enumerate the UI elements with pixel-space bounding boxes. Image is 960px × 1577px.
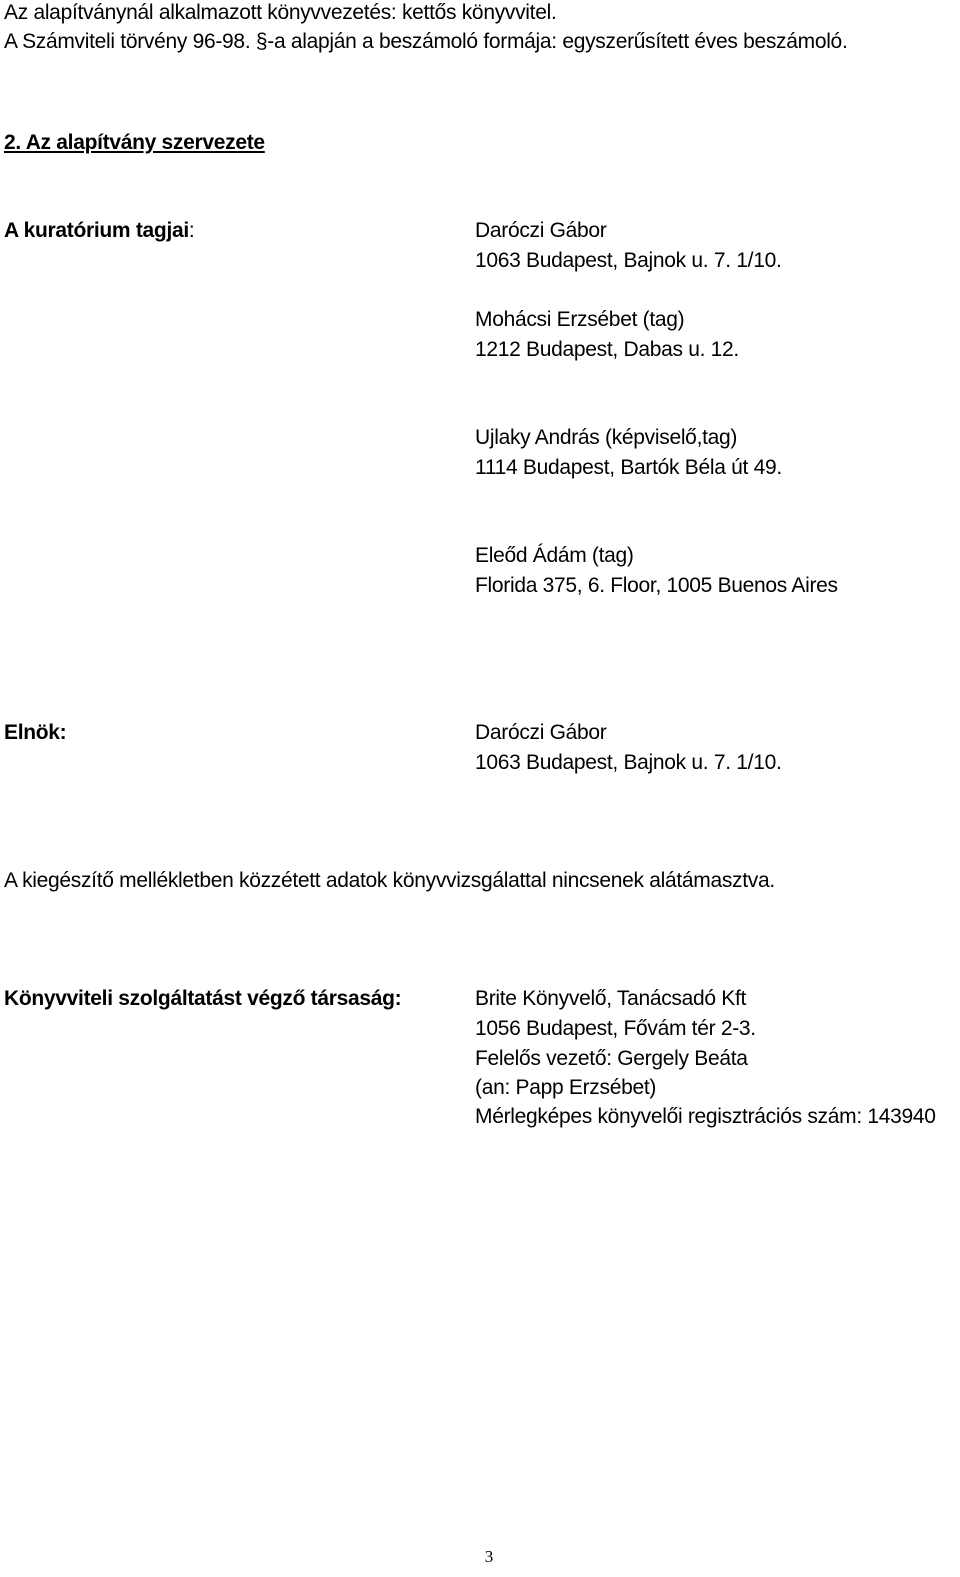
accounting-label: Könyvviteli szolgáltatást végző társaság:: [4, 987, 402, 1010]
board-label: [4, 216, 194, 246]
board-member-4-address: Florida 375, 6. Floor, 1005 Buenos Aires: [475, 574, 838, 597]
board-member-1-address: 1063 Budapest, Bajnok u. 7. 1/10.: [475, 249, 782, 272]
board-label-colon: :: [188, 219, 195, 242]
board-member-3-address: 1114 Budapest, Bartók Béla út 49.: [475, 456, 782, 479]
intro-line-2: A Számviteli törvény 96-98. §-a alapján a beszámoló formája: egyszerűsített éves beszámoló.: [4, 30, 848, 53]
board-member-4-name: Eleőd Ádám (tag): [475, 544, 634, 567]
accounting-registration: Mérlegképes könyvelői regisztrációs szám: 143940: [475, 1105, 936, 1128]
audit-note: A kiegészítő mellékletben közzétett adatok könyvvizsgálattal nincsenek alátámasztva.: [4, 869, 775, 892]
board-member-3-name: Ujlaky András (képviselő,tag): [475, 426, 738, 449]
accounting-manager: Felelős vezető: Gergely Beáta: [475, 1047, 748, 1070]
accounting-maiden-name: (an: Papp Erzsébet): [475, 1076, 657, 1099]
intro-line-1: Az alapítványnál alkalmazott könyvvezetés: kettős könyvvitel.: [4, 1, 557, 24]
section-number: 2.: [4, 131, 21, 154]
board-member-1-name: Daróczi Gábor: [475, 219, 607, 242]
board-member-2-name: Mohácsi Erzsébet (tag): [475, 308, 685, 331]
chair-address: 1063 Budapest, Bajnok u. 7. 1/10.: [475, 751, 782, 774]
chair-label: Elnök:: [4, 721, 67, 744]
section-heading: [4, 130, 265, 156]
accounting-company: Brite Könyvelő, Tanácsadó Kft: [475, 987, 747, 1010]
page-number: 3: [484, 1547, 494, 1566]
chair-name: Daróczi Gábor: [475, 721, 607, 744]
board-label-text: A kuratórium tagjai: [4, 219, 189, 242]
section-title: Az alapítvány szervezete: [25, 131, 265, 154]
accounting-address: 1056 Budapest, Fővám tér 2-3.: [475, 1017, 756, 1040]
board-member-2-address: 1212 Budapest, Dabas u. 12.: [475, 338, 739, 361]
